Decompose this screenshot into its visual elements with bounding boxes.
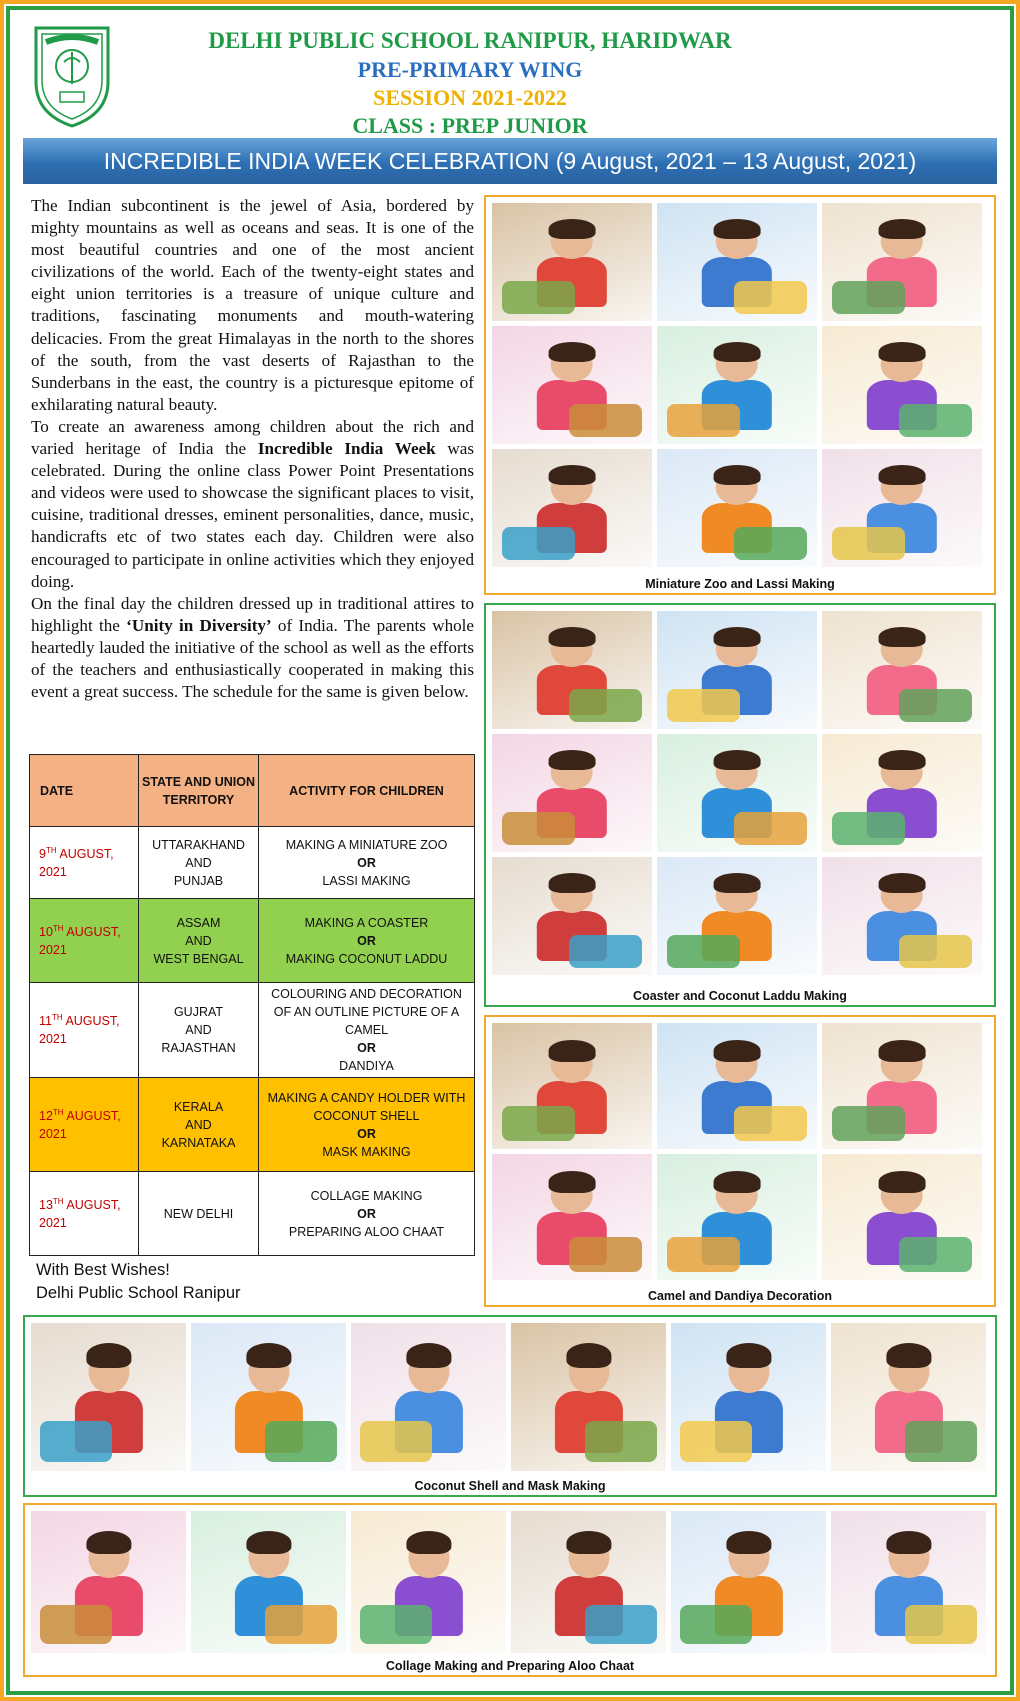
date-day: 10 [39,924,53,939]
activity-or: OR [357,1041,376,1055]
activity-photo [831,1323,986,1471]
cell-activity [259,899,475,983]
intro-p3-bold: ‘Unity in Diversity’ [126,615,272,635]
date-suffix: TH [51,1012,63,1022]
header-activity: ACTIVITY FOR CHILDREN [259,755,475,827]
schedule-table [29,754,475,1256]
state-1: UTTARAKHAND [152,837,245,852]
date-suffix: TH [52,923,64,933]
table-row [30,899,475,983]
date-month-year: AUGUST, 2021 [39,1014,120,1046]
caption-camel: Camel and Dandiya Decoration [647,1289,833,1303]
state-1: KERALA [173,1099,224,1114]
activity-photo [492,611,652,729]
cell-date [30,899,139,983]
table-row [30,827,475,899]
intro-p3-text: On the final day the children dressed up in traditional attires to highlight the [31,593,474,635]
session: SESSION 2021-2022 [373,85,567,110]
table-row [30,1078,475,1172]
activity-photo [31,1323,186,1471]
activity-photo [822,203,982,321]
wing-name: PRE-PRIMARY WING [357,57,583,82]
school-name: DELHI PUBLIC SCHOOL RANIPUR, HARIDWAR [208,28,732,53]
photo-panel-coaster [484,603,996,1007]
intro-p2-text-rest: was celebrated. During the online class Power Point Presentations and videos were used to showcase the significant places to visit, cuisine, traditional dresses, eminent personalities, dance, music, handicrafts etc of two states each day. Children were also encouraged to participate in online activities which they enjoyed doing. [31,439,474,591]
intro-p3-text-rest: of India. The parents whole heartedly lauded the initiative of the school as well as the efforts of the teachers and enthusiastically cooperated in making this event a great success. The schedule for the same is given below. [31,615,474,702]
date-month-year: AUGUST, 2021 [39,846,114,879]
activity-or: OR [357,855,376,870]
activity-photo [492,857,652,975]
activity-photo [822,857,982,975]
activity-photo [822,326,982,444]
activity-photo [657,449,817,567]
activity-photo [492,1023,652,1149]
activity-1: COLLAGE MAKING [310,1188,423,1203]
closing-school: Delhi Public School Ranipur [36,1284,241,1302]
school-logo-icon [30,22,114,130]
activity-photo [671,1511,826,1653]
date-suffix: TH [52,1196,64,1206]
activity-photo [511,1323,666,1471]
date-day: 13 [39,1197,53,1212]
intro-p2-text: To create an awareness among children about the rich and varied heritage of India the [31,416,474,459]
activity-photo [657,326,817,444]
cell-date [30,827,139,899]
cell-state [139,899,259,983]
class-name: CLASS : PREP JUNIOR [352,113,588,138]
cell-activity [259,983,475,1078]
intro-text [31,195,474,703]
activity-or: OR [357,933,376,948]
activity-photo [657,611,817,729]
date-month-year: AUGUST, 2021 [39,1197,121,1230]
activity-1: MAKING A COASTER [304,915,429,930]
activity-photo [492,734,652,852]
date-day: 12 [39,1108,53,1123]
activity-photo [657,734,817,852]
intro-paragraph-2 [31,416,474,593]
date-month-year: AUGUST, 2021 [39,1108,121,1141]
caption-collage: Collage Making and Preparing Aloo Chaat [385,1659,635,1673]
state-and: AND [185,933,212,948]
activity-2: MAKING COCONUT LADDU [285,951,448,966]
activity-photo [671,1323,826,1471]
activity-photo [657,1023,817,1149]
activity-photo [822,611,982,729]
cell-state [139,1078,259,1172]
activity-photo [657,857,817,975]
state-and: AND [185,1023,212,1037]
activity-2: MASK MAKING [322,1144,411,1159]
activity-1: MAKING A MINIATURE ZOO [285,837,448,852]
activity-photo [822,1023,982,1149]
photo-panel-mask [23,1315,997,1497]
event-title-banner: INCREDIBLE INDIA WEEK CELEBRATION (9 August, 2021 – 13 August, 2021) [23,138,997,184]
header-state: STATE AND UNION TERRITORY [139,755,259,827]
date-day: 11 [39,1014,52,1028]
activity-photo [657,203,817,321]
activity-photo [31,1511,186,1653]
date-day: 9 [39,846,46,861]
date-month-year: AUGUST, 2021 [39,924,121,957]
activity-2: DANDIYA [339,1059,394,1073]
state-1: GUJRAT [173,1005,224,1019]
activity-1: COLOURING AND DECORATION OF AN OUTLINE PICTURE OF A CAMEL [271,987,462,1037]
activity-photo [822,449,982,567]
intro-paragraph-3 [31,593,474,703]
closing-wishes: With Best Wishes! [36,1261,170,1279]
activity-photo [351,1511,506,1653]
activity-or: OR [357,1126,376,1141]
photo-panel-collage [23,1503,997,1677]
state-2: PUNJAB [173,873,224,888]
table-header-row [30,755,475,827]
state-2: RAJASTHAN [161,1041,236,1055]
date-suffix: TH [45,845,57,855]
cell-activity [259,1078,475,1172]
intro-paragraph-1: The Indian subcontinent is the jewel of Asia, bordered by mighty mountains as well as oceans and seas. It is one of the most beautiful countries and one of the most ancient civilizations of the world. Each of the twenty-eight states and eight union territories is a treasure of unique culture and traditions, fascinating monuments and mouth-watering delicacies. From the great Himalayas in the north to the shores of the south, from the vast deserts of Rajasthan to the Sunderbans in the east, the country is a picturesque epitome of exhilarating natural beauty. [31,196,474,414]
activity-photo [822,734,982,852]
cell-activity [259,827,475,899]
cell-state [139,827,259,899]
date-suffix: TH [52,1107,64,1117]
photo-panel-zoo [484,195,996,595]
activity-photo [822,1154,982,1280]
activity-photo [191,1323,346,1471]
activity-photo [831,1511,986,1653]
state-1: NEW DELHI [163,1206,234,1221]
cell-activity [259,1172,475,1256]
activity-photo [492,449,652,567]
activity-or: OR [357,1206,376,1221]
cell-date [30,1078,139,1172]
activity-photo [657,1154,817,1280]
activity-photo [511,1511,666,1653]
activity-photo [492,203,652,321]
state-1: ASSAM [176,915,221,930]
cell-state [139,1172,259,1256]
activity-2: LASSI MAKING [322,873,411,888]
state-2: KARNATAKA [161,1135,236,1150]
closing-note [36,1259,241,1305]
activity-photo [351,1323,506,1471]
state-and: AND [185,1117,212,1132]
table-row [30,983,475,1078]
table-row [30,1172,475,1256]
cell-date [30,983,139,1078]
activity-1: MAKING A CANDY HOLDER WITH COCONUT SHELL [267,1090,466,1123]
activity-photo [492,326,652,444]
state-2: WEST BENGAL [153,951,244,966]
caption-zoo: Miniature Zoo and Lassi Making [645,577,835,591]
activity-2: PREPARING ALOO CHAAT [288,1224,445,1239]
caption-mask: Coconut Shell and Mask Making [414,1479,606,1493]
activity-photo [191,1511,346,1653]
intro-p2-bold: Incredible India Week [257,439,436,459]
cell-state [139,983,259,1078]
activity-photo [492,1154,652,1280]
caption-coaster: Coaster and Coconut Laddu Making [633,989,847,1003]
state-and: AND [185,855,212,870]
header-date: DATE [30,755,139,827]
photo-panel-camel [484,1015,996,1307]
cell-date [30,1172,139,1256]
